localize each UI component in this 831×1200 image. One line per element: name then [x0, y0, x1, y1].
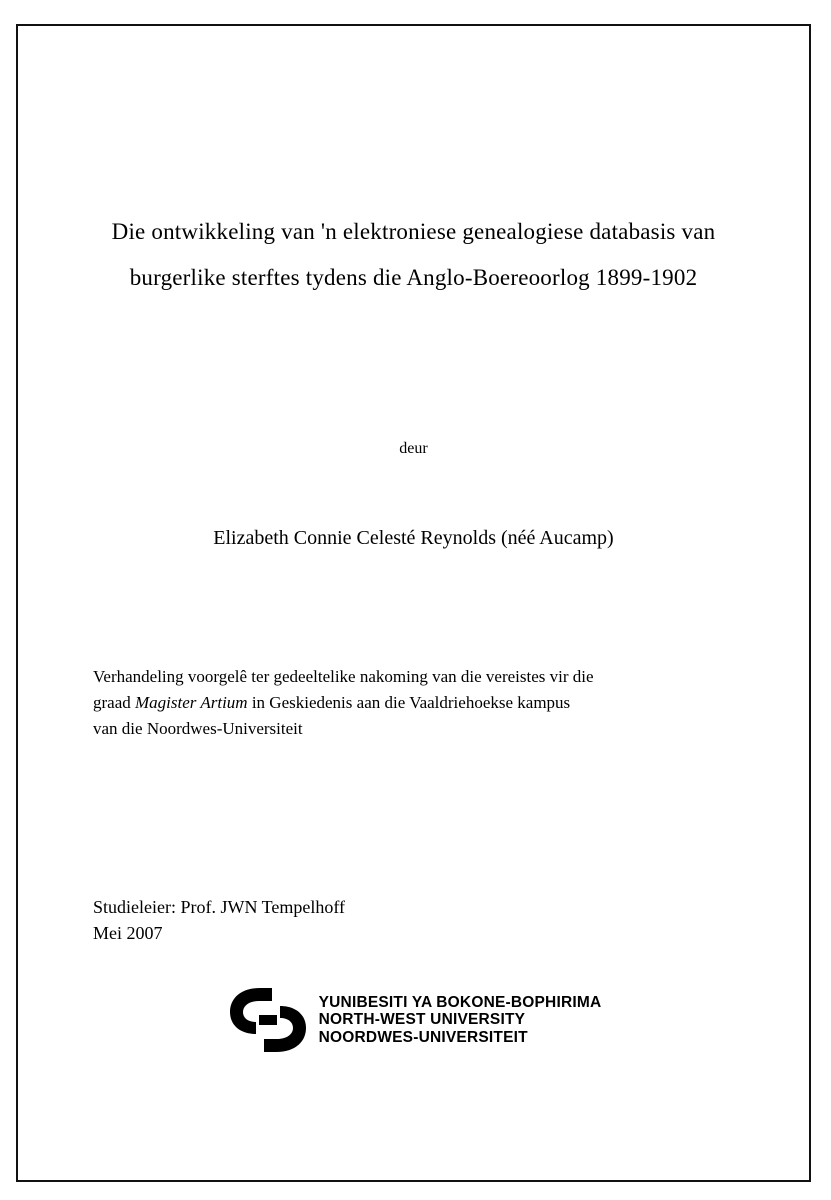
- statement-line-2-post: in Geskiedenis aan die Vaaldriehoekse kampus: [247, 693, 571, 712]
- by-label: deur: [399, 440, 428, 457]
- degree-name: Magister Artium: [135, 693, 248, 712]
- statement-line-1: Verhandeling voorgelê ter gedeeltelike nakoming van die vereistes vir die: [93, 667, 594, 686]
- title-page-content: [86, 24, 741, 1134]
- submission-date: Mei 2007: [93, 923, 163, 943]
- university-logo: [86, 984, 741, 1056]
- title-line-2: burgerlike sterftes tydens die Anglo-Boereoorlog 1899-1902: [129, 265, 698, 290]
- statement-line-2: [93, 690, 726, 716]
- logo-text-line-1: YUNIBESITI YA BOKONE-BOPHIRIMA: [318, 993, 602, 1011]
- statement-line-3: van die Noordwes-Universiteit: [93, 719, 303, 738]
- nwu-logo-icon: [226, 984, 310, 1056]
- logo-text: [319, 994, 602, 1047]
- logo-text-line-3: NOORDWES-UNIVERSITEIT: [318, 1028, 528, 1046]
- statement-line-2-pre: graad: [93, 693, 136, 712]
- logo-text-line-2: NORTH-WEST UNIVERSITY: [318, 1011, 526, 1029]
- degree-statement: [93, 664, 726, 742]
- page-title: [86, 209, 741, 301]
- author-name: Elizabeth Connie Celesté Reynolds (néé Aucamp): [213, 527, 614, 549]
- title-line-1: Die ontwikkeling van 'n elektroniese genealogiese databasis van: [111, 219, 716, 244]
- supervisor-name: Studieleier: Prof. JWN Tempelhoff: [93, 897, 346, 917]
- supervisor-block: [93, 894, 593, 946]
